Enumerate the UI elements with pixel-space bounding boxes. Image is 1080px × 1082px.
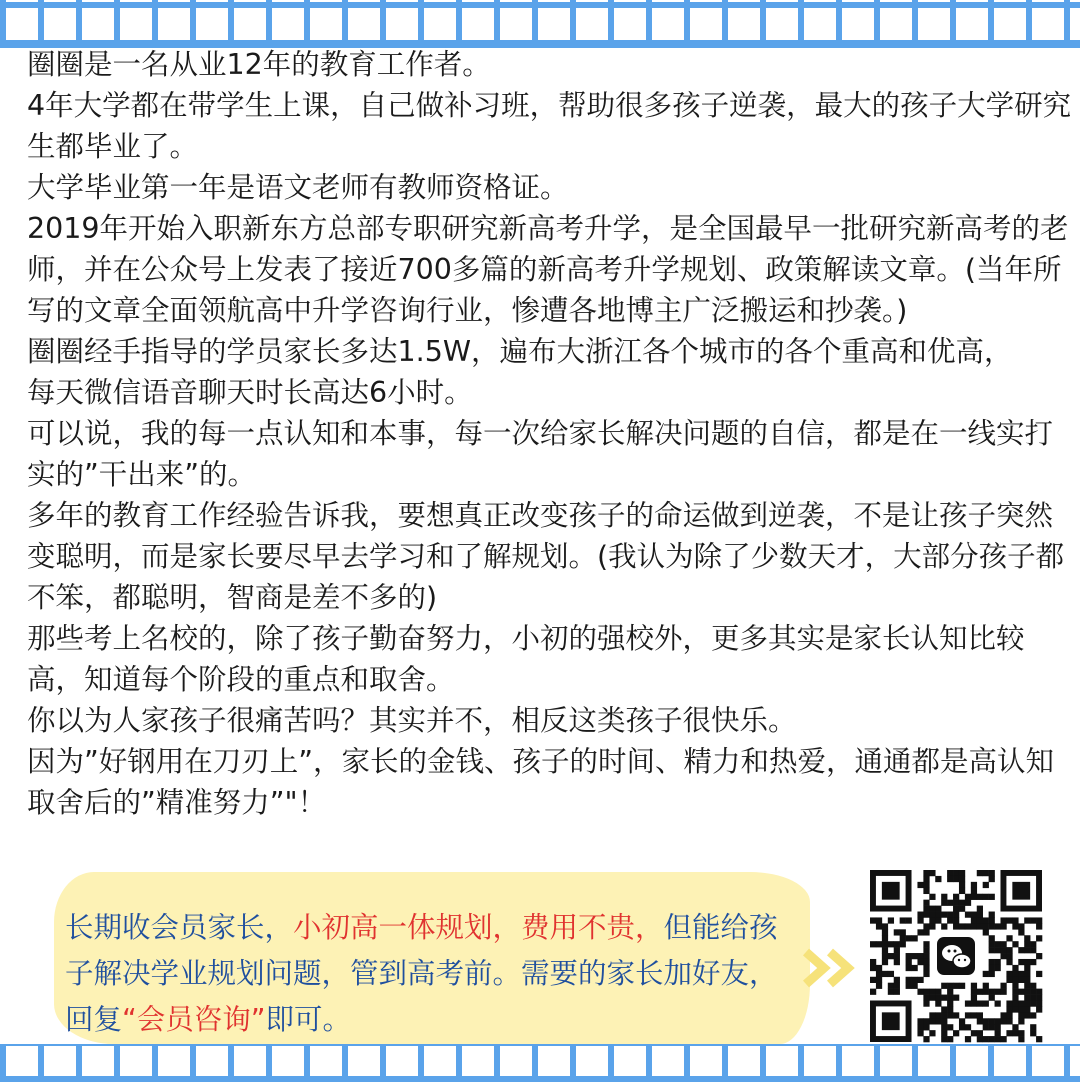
- paragraph-top-schools: 那些考上名校的，除了孩子勤奋努力，小初的强校外，更多其实是家长认知比较高，知道每个阶段的重点和取舍。: [27, 622, 1025, 696]
- paragraph-experience: 可以说，我的每一点认知和本事，每一次给家长解决问题的自信，都是在一线实打实的”干出来”的。: [27, 417, 1054, 491]
- promo-keyword-highlight: “会员咨询”: [122, 1003, 266, 1036]
- paragraph-happy: 你以为人家孩子很痛苦吗？其实并不，相反这类孩子很快乐。: [27, 704, 797, 737]
- qr-code-icon[interactable]: [866, 866, 1046, 1046]
- paragraph-students: 圈圈经手指导的学员家长多达1.5W，遍布大浙江各个城市的各个重高和优高， 每天微信语音聊天时长高达6小时。: [27, 335, 1013, 409]
- paragraph-advice: 多年的教育工作经验告诉我，要想真正改变孩子的命运做到逆袭，不是让孩子突然变聪明，而是家长要尽早去学习和了解规划。(我认为除了少数天才，大部分孩子都不笨，都聪明，智商是差不多的): [27, 499, 1065, 614]
- promo-callout-text: [65, 905, 785, 1043]
- promo-part-1: 长期收会员家长，: [65, 911, 294, 944]
- promo-part-2-highlight: 小初高一体规划，费用不贵，: [293, 911, 664, 944]
- promo-part-3: 但能给孩子解决学业规划问题，管到高考前。需要的家长加好友，回复: [65, 911, 778, 1036]
- paragraph-intro: 圈圈是一名从业12年的教育工作者。: [27, 48, 491, 81]
- grid-border-top: [0, 0, 1080, 48]
- paragraph-precise-effort: 因为”好钢用在刀刃上”，家长的金钱、孩子的时间、精力和热爱，通通都是高认知取舍后的”精准努力”"！: [27, 745, 1055, 819]
- paragraph-university: 4年大学都在带学生上课，自己做补习班，帮助很多孩子逆袭，最大的孩子大学研究生都毕业了。: [27, 89, 1072, 163]
- wechat-icon: [934, 934, 978, 978]
- article-body: [27, 44, 1072, 823]
- paragraph-first-year: 大学毕业第一年是语文老师有教师资格证。: [27, 171, 569, 204]
- promo-part-5: 即可。: [265, 1003, 352, 1036]
- grid-border-bottom: [0, 1044, 1080, 1082]
- paragraph-xdf: 2019年开始入职新东方总部专职研究新高考升学，是全国最早一批研究新高考的老师，并在公众号上发表了接近700多篇的新高考升学规划、政策解读文章。(当年所写的文章全面领航高中升学咨询行业，惨遭各地博主广泛搬运和抄袭。): [27, 212, 1069, 327]
- double-chevron-right-icon: [802, 946, 860, 990]
